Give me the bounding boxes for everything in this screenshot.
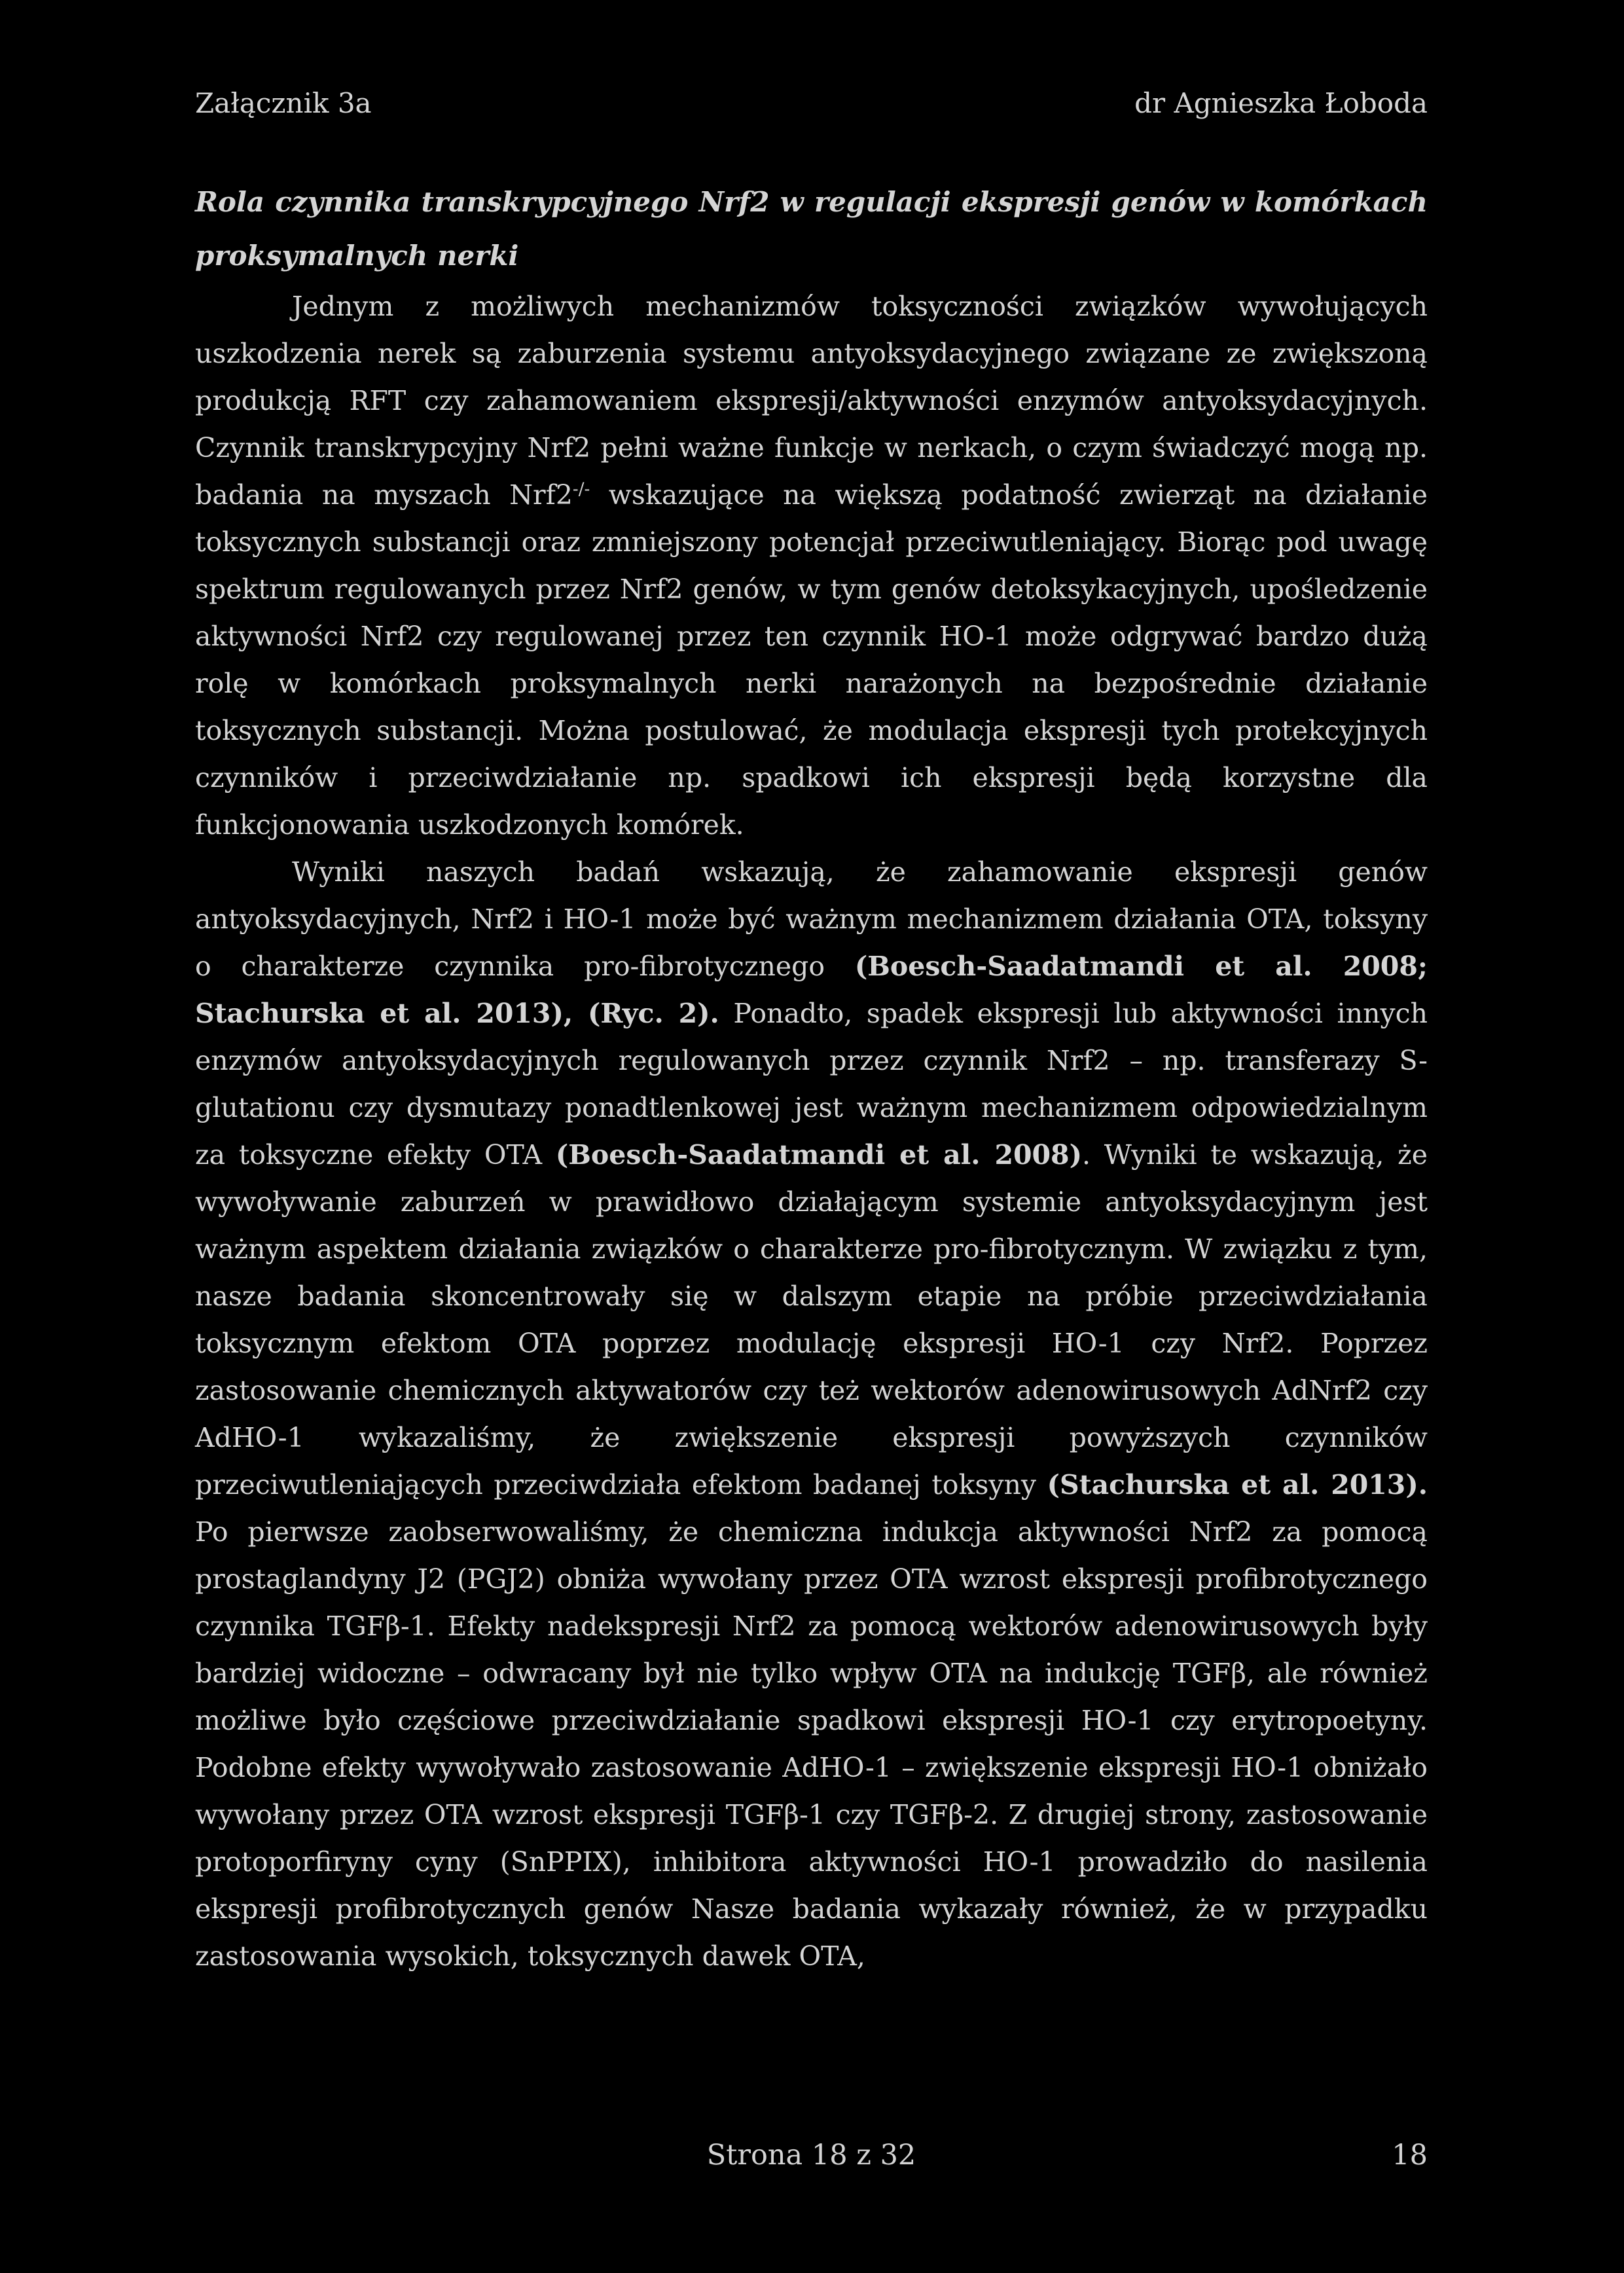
page-number: 18 <box>1392 2139 1428 2172</box>
paragraph-2-text-2: Ponadto, spadek ekspresji lub aktywności innych enzymów antyoksydacyjnych regulowanych przez czynnik Nrf2 – np. transferazy S-glutationu czy dysmutazy ponadtlenkowej jest ważnym mechanizmem odpowiedzialnym za toksyczne efekty OTA <box>195 998 1428 1171</box>
citation-1: (Boesch-Saadatmandi et al. 2008; Stachurska et al. 2013), (Ryc. 2). <box>195 951 1428 1029</box>
citation-3: (Stachurska et al. 2013). <box>1047 1469 1428 1500</box>
paragraph-2-text-3: . Wyniki te wskazują, że wywoływanie zaburzeń w prawidłowo działającym systemie antyoksydacyjnym jest ważnym aspektem działania związków o charakterze pro-fibrotycznym. W związku z tym, nasze badania skoncentrowały się w dalszym etapie na próbie przeciwdziałania toksycznym efektom OTA poprzez modulację ekspresji HO-1 czy Nrf2. Poprzez zastosowanie chemicznych aktywatorów czy też wektorów adenowirusowych AdNrf2 czy AdHO-1 wykazaliśmy, że zwiększenie ekspresji powyższych czynników przeciwutleniających przeciwdziała efektom badanej toksyny <box>195 1139 1428 1500</box>
paragraph-1-text-continued: wskazujące na większą podatność zwierząt na działanie toksycznych substancji oraz zmniejszony potencjał przeciwutleniający. Biorąc pod uwagę spektrum regulowanych przez Nrf2 genów, w tym genów detoksykacyjnych, upośledzenie aktywności Nrf2 czy regulowanej przez ten czynnik HO-1 może odgrywać bardzo dużą rolę w komórkach proksymalnych nerki narażonych na bezpośrednie działanie toksycznych substancji. Można postulować, że modulacja ekspresji tych protekcyjnych czynników i przeciwdziałanie np. spadkowi ich ekspresji będą korzystne dla funkcjonowania uszkodzonych komórek. <box>195 479 1428 841</box>
page-label: Strona 18 z 32 <box>706 2139 916 2172</box>
header-attachment-label: Załącznik 3a <box>195 87 372 119</box>
paragraph-2 <box>195 848 1428 1980</box>
paragraph-1-text: Jednym z możliwych mechanizmów toksyczności związków wywołujących uszkodzenia nerek są zaburzenia systemu antyoksydacyjnego związane ze zwiększoną produkcją RFT czy zahamowaniem ekspresji/aktywności enzymów antyoksydacyjnych. Czynnik transkrypcyjny Nrf2 pełni ważne funkcje w nerkach, o czym świadczyć mogą np. badania na myszach Nrf2 <box>195 291 1428 511</box>
header-author: dr Agnieszka Łoboda <box>1134 87 1428 119</box>
page-header <box>195 84 1428 123</box>
citation-2: (Boesch-Saadatmandi et al. 2008) <box>555 1139 1082 1171</box>
knockout-superscript: -/- <box>572 479 590 500</box>
paragraph-2-text-1: Wyniki naszych badań wskazują, że zahamowanie ekspresji genów antyoksydacyjnych, Nrf2 i HO-1 może być ważnym mechanizmem działania OTA, toksyny o charakterze czynnika pro-fibrotycznego <box>195 856 1428 982</box>
paragraph-2-text-4: Po pierwsze zaobserwowaliśmy, że chemiczna indukcja aktywności Nrf2 za pomocą prostaglandyny J2 (PGJ2) obniża wywołany przez OTA wzrost ekspresji profibrotycznego czynnika TGFβ-1. Efekty nadekspresji Nrf2 za pomocą wektorów adenowirusowych były bardziej widoczne – odwracany był nie tylko wpływ OTA na indukcję TGFβ, ale również możliwe było częściowe przeciwdziałanie spadkowi ekspresji HO-1 czy erytropoetyny. Podobne efekty wywoływało zastosowanie AdHO-1 – zwiększenie ekspresji HO-1 obniżało wywołany przez OTA wzrost ekspresji TGFβ-1 czy TGFβ-2. Z drugiej strony, zastosowanie protoporfiryny cyny (SnPPIX), inhibitora aktywności HO-1 prowadziło do nasilenia ekspresji profibrotycznych genów Nasze badania wykazały również, że w przypadku zastosowania wysokich, toksycznych dawek OTA, <box>195 1516 1428 1972</box>
section-heading: Rola czynnika transkrypcyjnego Nrf2 w regulacji ekspresji genów w komórkach proksymalnych nerki <box>195 186 1428 272</box>
page-content <box>195 175 1428 1980</box>
page-footer <box>195 2136 1428 2175</box>
paragraph-1 <box>195 283 1428 848</box>
